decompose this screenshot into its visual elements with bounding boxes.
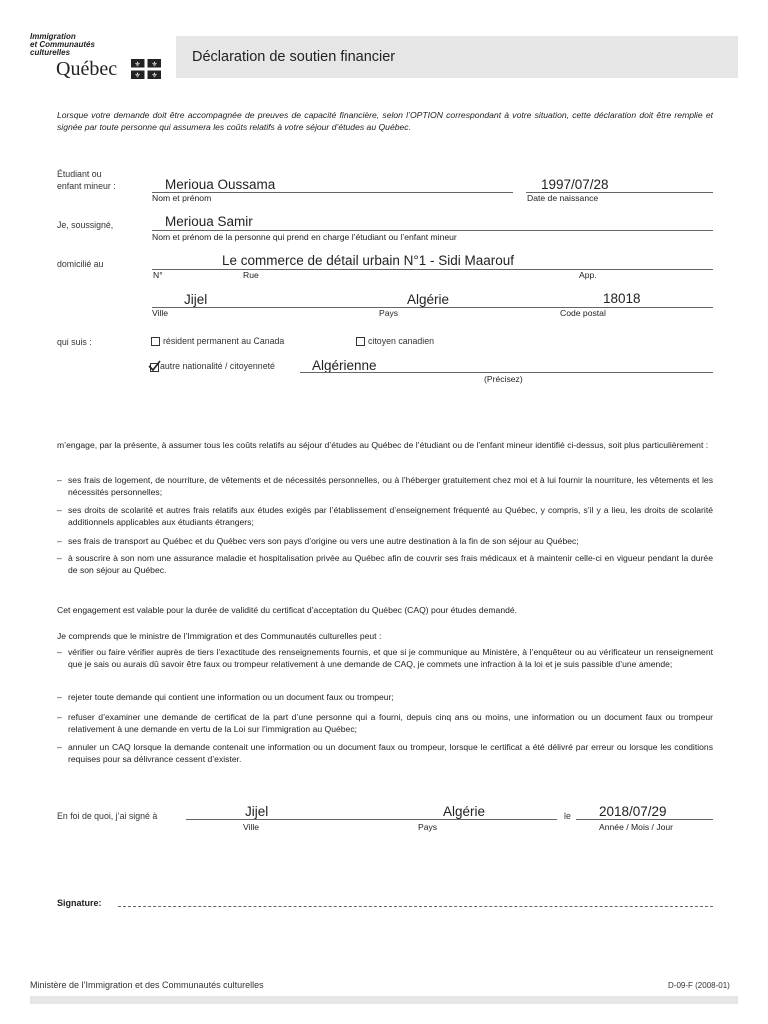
address-city-caption: Ville: [152, 308, 169, 318]
sponsor-caption: Nom et prénom de la personne qui prend en charge l’étudiant ou l’enfant mineur: [152, 232, 457, 242]
address-city-value[interactable]: Jijel: [184, 292, 208, 307]
student-label-2: enfant mineur :: [57, 181, 116, 191]
status-label: qui suis :: [57, 337, 92, 347]
status-opt1[interactable]: résident permanent au Canada: [151, 336, 284, 346]
svg-text:⚜: ⚜: [151, 72, 158, 79]
quebec-logo: [30, 33, 170, 81]
page-title: Déclaration de soutien financier: [192, 49, 396, 65]
address-postal-caption: Code postal: [560, 308, 606, 318]
signed-country-caption: Pays: [418, 822, 438, 832]
fleurdelise-flag-icon: [131, 59, 161, 79]
student-dob-value[interactable]: 1997/07/28: [541, 177, 609, 192]
engagement-item: – ses droits de scolarité et autres frais relatifs aux études exigés par l’établissement d’enseignement fréquenté au Québec, y compris, s’il y a lieu, les droits de scolarité additionnels applicables aux étudiants étrangers;: [57, 505, 713, 527]
footer-form-code: D-09-F (2008-01): [668, 981, 730, 990]
minister-item: – vérifier ou faire vérifier auprès de tiers l’exactitude des renseignements fournis, et que si je communique au Ministère, à l’enquêteur ou au vérificateur un renseignement que je sais ou aurais dû savoir être faux ou trompeur relativement à une demande de CAQ, je commets une infraction à la loi et je suis passible d’une amende;: [57, 647, 713, 669]
checkmark-icon: [148, 360, 161, 372]
sponsor-name-line: [152, 230, 713, 231]
engagement-item: – ses frais de transport au Québec et du Québec vers son pays d’origine ou vers une autre destination à la fin de son séjour au Québec;: [57, 536, 579, 546]
signature-label: Signature:: [57, 898, 102, 908]
signed-place-line: [186, 819, 557, 820]
student-dob-caption: Date de naissance: [527, 193, 599, 203]
address-street-caption: Rue: [243, 270, 259, 280]
signed-city-value[interactable]: Jijel: [245, 804, 269, 819]
engagement-item: – à souscrire à son nom une assurance maladie et hospitalisation privée au Québec afin de couvrir ses frais médicaux et à maintenir celle-ci en vigueur pendant la durée de son séjour au Québec.: [57, 553, 713, 575]
engagement-intro: m’engage, par la présente, à assumer tous les coûts relatifs au séjour d’études au Québec de l’étudiant ou de l’enfant mineur identifié ci-dessus, soit plus particulièrement :: [57, 440, 709, 450]
svg-text:⚜: ⚜: [151, 61, 158, 69]
minister-item: – annuler un CAQ lorsque la demande contenait une information ou un document faux ou trompeur, lorsque le certificat a été délivré par erreur ou lorsque les conditions requises pour sa délivrance cessent d’exister.: [57, 742, 713, 764]
signed-country-value[interactable]: Algérie: [443, 804, 486, 819]
validity-text: Cet engagement est valable pour la durée de validité du certificat d’acceptation du Québec (CAQ) pour études demandé.: [57, 605, 518, 615]
address-app-caption: App.: [579, 270, 597, 280]
footer-ministry: Ministère de l’Immigration et des Communautés culturelles: [30, 980, 264, 990]
status-nationality-line: [300, 372, 713, 373]
logo-line3: culturelles: [30, 48, 71, 57]
minister-intro: Je comprends que le ministre de l’Immigration et des Communautés culturelles peut :: [57, 631, 382, 641]
student-name-value[interactable]: Merioua Oussama: [165, 177, 276, 192]
student-label-1: Étudiant ou: [57, 169, 102, 179]
signed-city-caption: Ville: [243, 822, 260, 832]
sponsor-label: Je, soussigné,: [57, 220, 114, 230]
address-no-caption: N°: [153, 270, 163, 280]
address-country-caption: Pays: [379, 308, 399, 318]
signature-line[interactable]: [118, 906, 713, 907]
logo-line2: et Communautés: [30, 40, 95, 49]
address-street-value[interactable]: Le commerce de détail urbain N°1 - Sidi Maarouf: [222, 253, 515, 268]
address-street-line: [152, 269, 713, 270]
checkbox-citizen[interactable]: [356, 337, 365, 346]
signed-date-line: [576, 819, 713, 820]
minister-item: – refuser d’examiner une demande de certificat de la part d’une personne qui a fourni, depuis cinq ans ou moins, une information ou un document faux ou trompeur relativement à une demande en vertu de la Loi sur l’immigration au Québec;: [57, 712, 713, 734]
logo-line1: Immigration: [30, 32, 76, 41]
signed-label: En foi de quoi, j’ai signé à: [57, 811, 158, 821]
status-precisez-caption: (Précisez): [484, 374, 523, 384]
address-city-line: [152, 307, 713, 308]
logo-word: Québec: [56, 58, 118, 80]
student-name-caption: Nom et prénom: [152, 193, 212, 203]
signed-date-value[interactable]: 2018/07/29: [599, 804, 667, 819]
address-country-value[interactable]: Algérie: [407, 292, 450, 307]
status-opt2[interactable]: citoyen canadien: [356, 336, 434, 346]
intro-text: Lorsque votre demande doit être accompagnée de preuves de capacité financière, selon l’OPTION correspondant à votre situation, cette déclaration doit être remplie et signée par toute personne qui assumera les coûts relatifs à votre séjour d’études au Québec.: [57, 110, 713, 132]
checkbox-resident[interactable]: [151, 337, 160, 346]
status-opt3[interactable]: autre nationalité / citoyenneté: [148, 361, 275, 372]
sponsor-name-value[interactable]: Merioua Samir: [165, 214, 253, 229]
minister-item: – rejeter toute demande qui contient une information ou un document faux ou trompeur;: [57, 692, 394, 702]
engagement-item: – ses frais de logement, de nourriture, de vêtements et de nécessités personnelles, ou à l’héberger gratuitement chez moi et à lui fournir la nourriture, les vêtements et les nécessités personnelles;: [57, 475, 713, 497]
address-label: domicilié au: [57, 259, 104, 269]
svg-text:⚜: ⚜: [134, 61, 141, 69]
footer-band: [30, 996, 738, 1004]
signed-date-caption: Année / Mois / Jour: [599, 822, 674, 832]
signed-le: le: [564, 811, 571, 821]
svg-text:⚜: ⚜: [134, 72, 141, 79]
status-nationality-value[interactable]: Algérienne: [312, 358, 377, 373]
address-postal-value[interactable]: 18018: [603, 291, 641, 306]
